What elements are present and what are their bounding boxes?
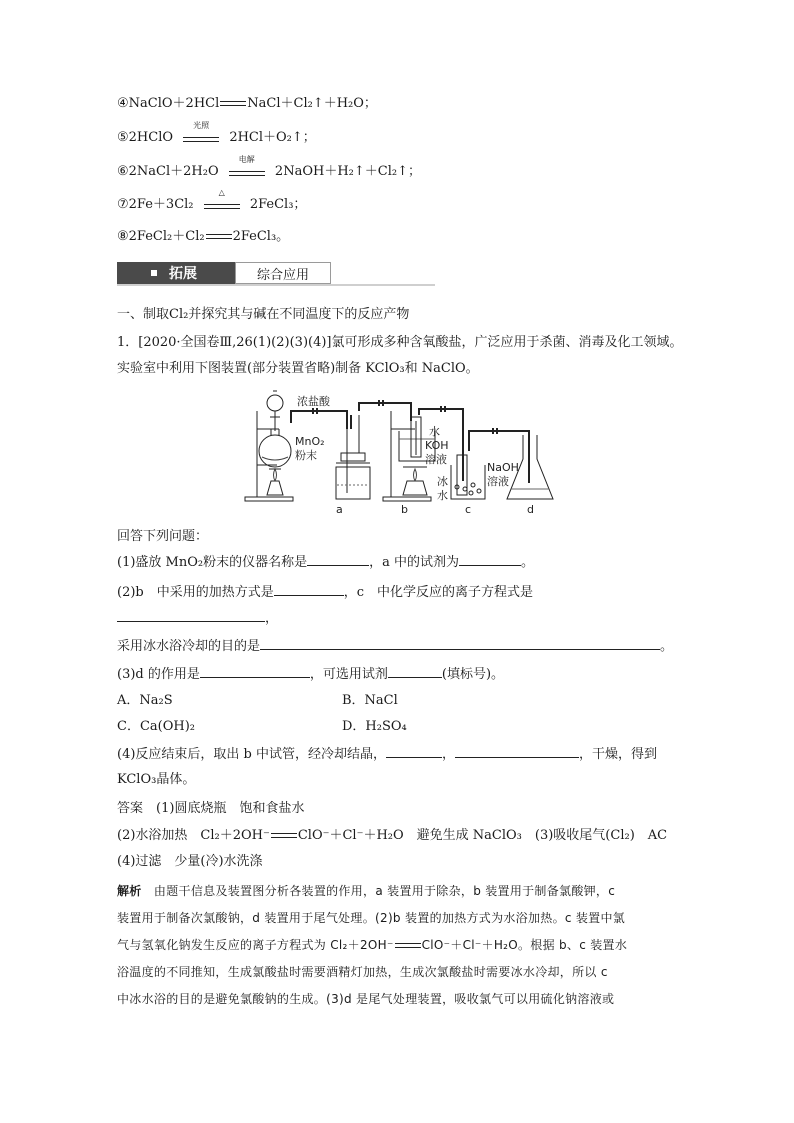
section-heading: 一、制取Cl₂并探究其与碱在不同温度下的反应产物 bbox=[117, 307, 410, 322]
apparatus-figure bbox=[243, 389, 563, 517]
option-d[interactable]: D．H₂SO₄ bbox=[342, 719, 407, 734]
question-1: (1)盛放 MnO₂粉末的仪器名称是 ，a 中的试剂为 。 bbox=[117, 555, 535, 570]
answer-label: 答案 bbox=[117, 801, 144, 816]
label-powder: 粉末 bbox=[295, 449, 317, 462]
question-3: (3)d 的作用是 ，可选用试剂 (填标号)。 bbox=[117, 667, 505, 682]
equation-left: 2NaCl＋2H₂O bbox=[128, 164, 219, 179]
equation-5 bbox=[117, 120, 316, 147]
label-naoh-solution: 溶液 bbox=[487, 475, 509, 488]
question-stem-line-2: 实验室中利用下图装置(部分装置省略)制备 KClO₃和 NaClO。 bbox=[117, 361, 479, 376]
square-bullet-icon bbox=[151, 270, 157, 276]
analysis-line-5: 中冰水浴的目的是避免氯酸钠的生成。(3)d 是尾气处理装置，吸收氯气可以用硫化钠溶液或 bbox=[117, 992, 615, 1006]
answer-blank[interactable] bbox=[274, 583, 344, 596]
equation-6 bbox=[117, 154, 421, 181]
question-2-line-1: (2)b 中采用的加热方式是 ，c 中化学反应的离子方程式是 bbox=[117, 585, 534, 600]
question-4-line-1: (4)反应结束后，取出 b 中试管，经冷却结晶， ， ，干燥，得到 bbox=[117, 747, 658, 762]
equation-left: 2HClO bbox=[128, 130, 174, 145]
equation-number: ⑥ bbox=[117, 164, 129, 179]
reaction-condition: 光照 bbox=[193, 120, 210, 130]
round-bottom-flask bbox=[259, 429, 291, 467]
equals-sign bbox=[395, 943, 421, 948]
reaction-condition: 电解 bbox=[238, 154, 255, 164]
answer-blank[interactable] bbox=[388, 665, 442, 678]
equation-left: 2Fe＋3Cl₂ bbox=[128, 197, 194, 212]
section-tag-title: 拓展 bbox=[169, 266, 197, 282]
equation-number: ⑧ bbox=[117, 229, 129, 244]
equation-right: 2NaOH＋H₂↑＋Cl₂↑； bbox=[274, 164, 421, 179]
equation-8 bbox=[117, 228, 289, 246]
analysis-line-1: 解析 由题干信息及装置图分析各装置的作用，a 装置用于除杂，b 装置用于制备氯酸钾，c bbox=[117, 884, 616, 898]
question-2-line-2: ， bbox=[117, 609, 278, 628]
gas-washing-bottle-a bbox=[336, 415, 370, 499]
answer-line-2: (2)水浴加热 Cl₂＋2OH⁻ ClO⁻＋Cl⁻＋H₂O 避免生成 NaClO₃ (3)吸收尾气(Cl₂) AC bbox=[117, 828, 668, 843]
question-stem-line-1: 1．[2020·全国卷Ⅲ,26(1)(2)(3)(4)]氯可形成多种含氧酸盐，广泛应用于杀菌、消毒及化工领域。 bbox=[117, 335, 683, 350]
answer-blank[interactable] bbox=[386, 745, 442, 758]
question-2-line-3: 采用冰水浴冷却的目的是 。 bbox=[117, 639, 674, 654]
section-rule bbox=[117, 284, 435, 286]
equation-number: ⑦ bbox=[117, 197, 129, 212]
label-koh: KOH bbox=[425, 439, 449, 452]
ice-bath-c bbox=[451, 455, 485, 499]
analysis-label: 解析 bbox=[117, 884, 142, 898]
label-koh-solution: 溶液 bbox=[425, 453, 447, 466]
question-4-line-2: KClO₃晶体。 bbox=[117, 772, 196, 787]
analysis-line-2: 装置用于制备次氯酸钠，d 装置用于尾气处理。(2)b 装置的加热方式为水浴加热。c 装置中氯 bbox=[117, 911, 626, 925]
answer-blank[interactable] bbox=[307, 553, 369, 566]
section-tag-light bbox=[235, 262, 331, 284]
analysis-line-3: 气与氢氧化钠发生反应的离子方程式为 Cl₂＋2OH⁻ ClO⁻＋Cl⁻＋H₂O。根据 b、c 装置水 bbox=[117, 938, 628, 952]
equation-right: 2FeCl₃。 bbox=[232, 229, 290, 244]
equation-7 bbox=[117, 187, 307, 214]
alcohol-lamp-2 bbox=[403, 467, 427, 495]
label-ice-water: 水 bbox=[437, 489, 448, 502]
answer-blank[interactable] bbox=[260, 637, 660, 650]
answer-blank[interactable] bbox=[459, 553, 521, 566]
equation-right: 2FeCl₃； bbox=[249, 197, 307, 212]
equation-number: ④ bbox=[117, 96, 129, 111]
answer-blank[interactable] bbox=[455, 745, 579, 758]
label-b: b bbox=[401, 503, 408, 516]
label-a: a bbox=[336, 503, 343, 516]
section-tag-subtitle: 综合应用 bbox=[256, 267, 309, 283]
label-d: d bbox=[527, 503, 534, 516]
option-b[interactable]: B．NaCl bbox=[342, 693, 398, 708]
answer-line-3: (4)过滤 少量(冷)水洗涤 bbox=[117, 854, 263, 869]
label-water: 水 bbox=[429, 425, 440, 438]
label-ice: 冰 bbox=[437, 475, 448, 488]
label-naoh: NaOH bbox=[487, 461, 519, 474]
answer-blank[interactable] bbox=[200, 665, 310, 678]
equation-left: 2FeCl₂＋Cl₂ bbox=[128, 229, 205, 244]
equation-right: 2HCl＋O₂↑； bbox=[229, 130, 316, 145]
answer-blank[interactable] bbox=[117, 609, 265, 622]
equals-sign bbox=[271, 833, 297, 838]
reaction-condition: △ bbox=[218, 187, 225, 197]
equals-sign bbox=[220, 101, 246, 106]
label-c: c bbox=[465, 503, 472, 516]
iron-stand-2 bbox=[383, 411, 431, 501]
label-hydrochloric-acid: 浓盐酸 bbox=[297, 395, 330, 408]
section-tag-dark bbox=[117, 262, 235, 284]
option-a[interactable]: A．Na₂S bbox=[117, 693, 173, 708]
label-mno2: MnO₂ bbox=[295, 435, 325, 448]
alcohol-lamp-1 bbox=[267, 469, 283, 495]
analysis-line-4: 浴温度的不同推知，生成氯酸盐时需要酒精灯加热，生成次氯酸盐时需要冰水冷却，所以 c bbox=[117, 965, 608, 979]
equation-4 bbox=[117, 95, 377, 113]
reaction-condition-arrow bbox=[204, 187, 240, 212]
equation-number: ⑤ bbox=[117, 130, 129, 145]
equation-right: NaCl＋Cl₂↑＋H₂O； bbox=[247, 96, 377, 111]
separatory-funnel bbox=[267, 391, 283, 431]
equals-sign bbox=[206, 234, 232, 239]
answer-line-1: 答案 (1)圆底烧瓶 饱和食盐水 bbox=[117, 801, 305, 816]
reaction-condition-arrow bbox=[229, 154, 265, 179]
prompt: 回答下列问题： bbox=[117, 529, 209, 544]
reaction-condition-arrow bbox=[183, 120, 219, 145]
option-c[interactable]: C．Ca(OH)₂ bbox=[117, 719, 195, 734]
equation-left: NaClO＋2HCl bbox=[128, 96, 220, 111]
section-tag bbox=[117, 262, 331, 284]
